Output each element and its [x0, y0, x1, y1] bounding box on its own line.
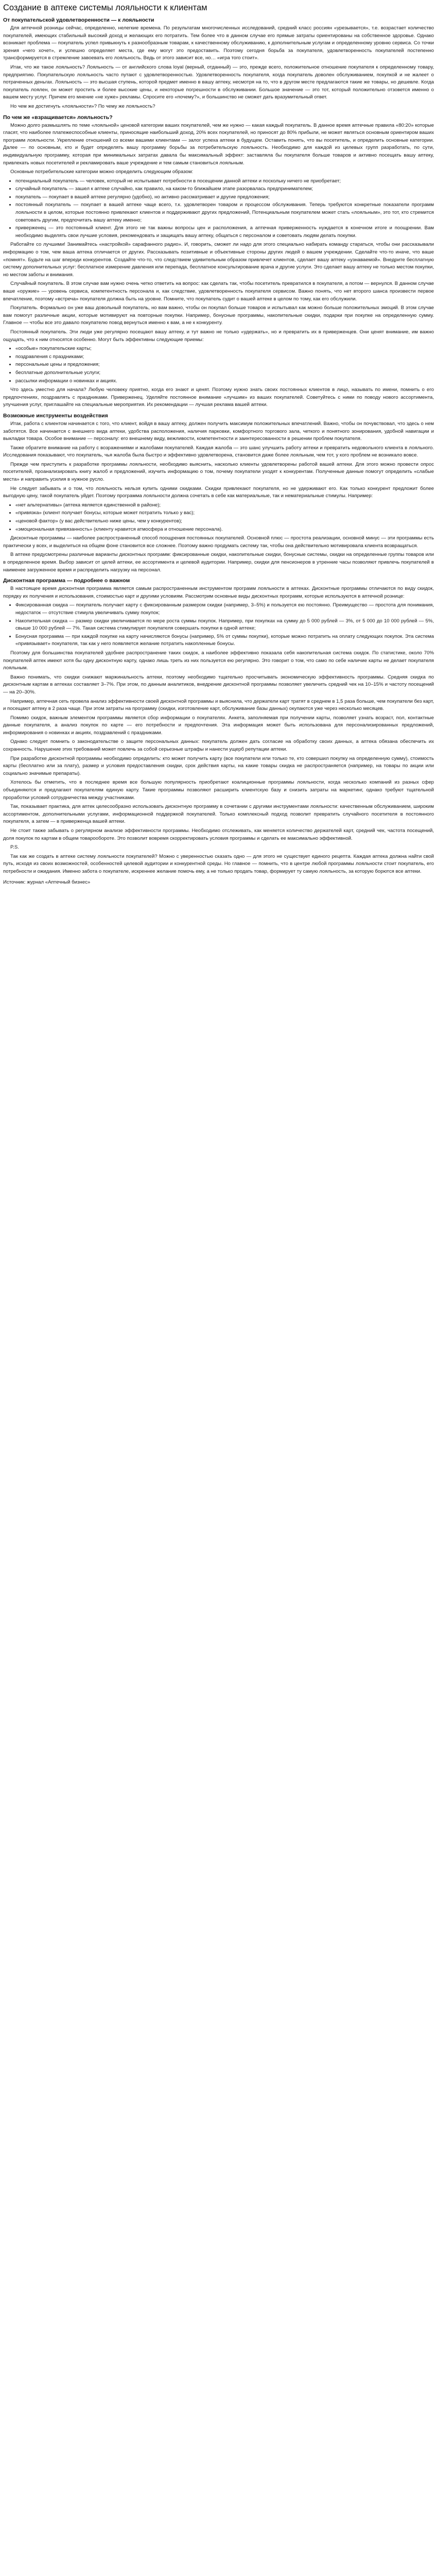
paragraph: Итак, работа с клиентом начинается с того, что клиент, войдя в вашу аптеку, должен получить максимум положительных впечатлений. Важно, чтобы он почувствовал, что здесь о нем заботятся. Все начинается с внешнего вида аптеки, удобства расположения, наличия парковки, комфортного торгового зала, четкого и понятного зонирования, удобной навигации и выкладки товара. Особое внимание — персоналу: его внешнему виду, вежливости, компетентности и заинтересованности в решении проблем покупателя. [3, 420, 434, 442]
list-item: • случайный покупатель — зашел к аптеке случайно, как правило, на каком-то ближайшем этапе разорвалась предпринимателем; [15, 185, 434, 193]
paragraph: Работайте со лучшими! Занимайтесь «настройкой» сарафанного радио». И, говорить, сможет ли надо для этого специально набирать команду стараться, чтобы они рассказывали информацию о том, чем ваша аптека отличается от других. Рассказывать позитивные и объективные стороны других людей о вашем учреждении. Сделайте что-то иначе, что ваше «помнят». Будьте на шаг впереди конкурентов. Создайте что-то, что следствием удивительным образом привлечет клиентов, сделает вашу аптеку «узнаваемой». Внедрите бесплатную систему дополнительных услуг: бесплатное измерение давления или перепада, бесплатное консультирование врача и другие услуги. Это сделает вашу аптеку не только местом покупки, но местом заботы и внимания. [3, 242, 434, 278]
list-item: • приверженец — это постоянный клиент. Для этого не так важны вопросы цен и расположения, а аптечная приверженность нуждается в конечном итоге и поощрении. Вам необходимо выделять свои лучшие условия, рекомендовать и защищать вашу аптеку, общаться с персоналом и советовать людям делать покупки. [15, 225, 434, 240]
paragraph: Например, аптечная сеть провела анализ эффективности своей дисконтной программы и выяснила, что держатели карт тратят в среднем в 1,5 раза больше, чем покупатели без карт, и посещают аптеку в 2 раза чаще. При этом затраты на программу (скидки, изготовление карт, обслуживание базы данных) окупаются уже через несколько месяцев. [3, 698, 434, 712]
section-heading: Дисконтная программа — подробнее о важном [3, 578, 130, 584]
list-item: • персональные цены и предложения; [15, 361, 434, 369]
article-body [3, 16, 434, 876]
paragraph: Однако следует помнить о законодательстве о защите персональных данных: покупатель должен дать согласие на обработку своих данных, а аптека обязана обеспечить их сохранность. Нарушение этих требований может повлечь за собой серьезные штрафы и нанести ущерб репутации аптеки. [3, 739, 434, 753]
paragraph: Основные потребительские категории можно определить следующим образом: [10, 169, 194, 175]
article-source: Источник: журнал «Аптечный бизнес» [3, 879, 91, 885]
article-title: Создание в аптеке системы лояльности к клиентам [3, 3, 207, 12]
list-item: • Накопительная скидка — размер скидки увеличивается по мере роста суммы покупок. Например, при покупках на сумму до 5 000 рублей — 3%, от 5 000 до 10 000 рублей — 5%, свыше 10 000 рублей — 7%. Такая система стимулирует покупателя совершать покупки в одной аптеке; [15, 618, 434, 633]
list-item: • «ценовой фактор» (у вас действительно ниже цены, чем у конкурентов); [15, 518, 434, 526]
bullet-list [3, 345, 434, 385]
paragraph: В аптеке предусмотрены различные варианты дисконтных программ: фиксированные скидки, накопительные скидки, бонусные системы, скидки на определенные группы товаров или в определенное время. Выбор зависит от целей аптеки, ее ассортимента и целевой аудитории. Например, скидки для пенсионеров в утренние часы позволяют привлечь покупателей в наименее загруженное время и распределить нагрузку на персонал. [3, 552, 434, 573]
list-item: • бесплатные дополнительные услуги; [15, 369, 434, 377]
bullet-list [3, 178, 434, 240]
paragraph: Что здесь уместно для начала? Любую человеку приятно, когда его знают и ценят. Поэтому нужно знать своих постоянных клиентов в лицо, называть по имени, помнить о его предпочтениях, поздравлять с праздниками. Приверженец. Уделяйте постоянное внимание «лучшим» из ваших покупателей. Советуйтесь с ними по поводу нового ассортимента, улучшения услуг, приглашайте на специальные мероприятия. Их рекомендации — лучшая реклама вашей аптеки. [3, 387, 434, 408]
bullet-list [3, 602, 434, 648]
paragraph: В настоящее время дисконтная программа является самым распространенным инструментом программ лояльности в аптеках. Дисконтные программы отличаются по виду скидок, порядку их получения и использования, стоимостью карт и другими условиям. Рассмотрим основные виды дисконтных программ, которые используются в аптечной рознице: [3, 586, 434, 599]
paragraph: Но чем же достигнуть «лояльности»? По чему же лояльность? [10, 103, 155, 109]
list-item: • Бонусная программа — при каждой покупке на карту начисляются бонусы (например, 5% от суммы покупки), которые можно потратить на оплату следующих покупок. Эта система «привязывает» покупателя, так как у него появляется желание потратить накопленные бонусы. [15, 633, 434, 648]
paragraph: Случайный покупатель. В этом случае вам нужно очень четко ответить на вопрос: как сделать так, чтобы посетитель превратился в покупателя, а потом — вернулся. В данном случае ваше «оружие» — уровень сервиса, компетентность персонала и, как следствие, удовлетворенность покупателя сервисом. Важно понять, что нет второго шанса произвести первое впечатление, поэтому «встреча» покупателя должна быть на уровне. Помните, что покупатель судит о вашей аптеке в целом по тому, как его обслужили. [3, 281, 434, 302]
paragraph: При разработке дисконтной программы необходимо определить: кто может получить карту (все покупатели или только те, кто совершил покупку на определенную сумму), стоимость карты (бесплатно или за плату), размер и условия предоставления скидки, срок действия карты, на какие товары скидка не распространяется (например, на товары по акции или социально значимые препараты). [3, 755, 434, 776]
paragraph: Хотелось бы отметить, что в последнее время все большую популярность приобретают коалиционные программы лояльности, когда несколько компаний из разных сфер объединяются и предлагают покупателям единую карту. Такие программы позволяют расширить клиентскую базу и снизить затраты на маркетинг, однако требуют тщательной проработки условий сотрудничества между участниками. [3, 779, 434, 801]
list-item: • рассылки информации о новинках и акциях. [15, 378, 434, 385]
list-item: • «нет альтернативы» (аптека является единственной в районе); [15, 502, 434, 510]
section-heading: От покупательской удовлетворенности — к лояльности [3, 17, 154, 23]
list-item: • поздравления с праздниками; [15, 353, 434, 361]
paragraph: Итак, что же такое лояльность? Лояльность — от английского слова loyal (верный, отданный) — это, прежде всего, положительное отношение покупателя к определенному товару, предприятию. Покупательскую лояльность часто путают с удовлетворенностью. Удовлетворенность покупателя, когда покупатель доволен обслуживанием, покупкой и не жалеет о потраченных деньгах. Лояльность — это высшая ступень, которой предмет именно в вашу аптеку, несмотря на то, что в другом месте предлагаются такие же товары, но дешевле. Когда покупатель лоялен, он может простить и более высокие цены, и некоторые погрешности в обслуживании. Большое значение — это тот, который положительно отзовется именно о вашем месту услуг. Причем его мнение «не хуже» рекламы. Спросите его «почему?», и большинство не сможет дать вразумительный ответ. [3, 64, 434, 100]
list-item: • Фиксированная скидка — покупатель получает карту с фиксированным размером скидки (например, 3–5%) и пользуется ею постоянно. Преимущество — простота для понимания, недостаток — отсутствие стимула увеличивать сумму покупок; [15, 602, 434, 617]
paragraph: Можно долго размышлять по теме «лояльной» ценовой категории ваших покупателей, чем же нужно — какая каждый покупатель. В данное время аптечные правила «80:20» которые гласят, что наиболее платежеспособные клиенты, приносящие наибольший доход, 20% всех покупателей, но приносят до 80% прибыли, не может являться основным ориентиром ваших программ лояльности. Укрепление отношений со всеми вашими клиентами — залог успеха аптеки в будущем. Оставить понять, что вы посетитель, и определить основные категории. Далее — по основным, кто и будет определять вашу программу борьбы за потребительскую лояльность. Необходимо для каждой из целевых групп разработать, по сути, индивидуальную программу, которая при минимальных затратах давала бы максимальный эффект: заставляла бы покупателя больше товаров и активно посещать вашу аптеку, привлекать новых посетителей и рекламировать ваше учреждение и тем самым становиться лояльным. [3, 122, 434, 166]
list-item: • покупатель — покупает в вашей аптеке регулярно (удобно), но активно рассматривает и другие предложения; [15, 194, 434, 201]
paragraph: Прежде чем приступить к разработке программы лояльности, необходимо выяснить, насколько клиенты удовлетворены работой вашей аптеки. Для этого можно провести опрос посетителей, проанализировать книгу жалоб и предложений, изучить информацию о том, почему покупатели уходят к конкурентам. Полученные данные помогут определить «слабые места» и направить усилия в нужное русло. [3, 461, 434, 483]
paragraph: P.S. [10, 844, 19, 851]
section-heading: По чем же «взращивается» лояльность? [3, 114, 113, 121]
paragraph: Поэтому для большинства покупателей удобнее распространение таких скидок, а наиболее эффективно показала себя накопительная система скидок. По статистике, около 70% покупателей аптек имеют хотя бы одну дисконтную карту, однако лишь треть из них пользуется ею регулярно. Это говорит о том, что само по себе наличие карты не делает покупателя лояльным. [3, 650, 434, 671]
article [0, 0, 436, 893]
paragraph: Помимо скидок, важным элементом программы является сбор информации о покупателях. Анкета, заполняемая при получении карты, позволяет узнать возраст, пол, контактные данные покупателя, а анализ покупок по карте — его потребности и предпочтения. Эта информация может быть использована для персонализированных предложений, информирования о новинках и акциях, поздравлений с праздниками. [3, 715, 434, 736]
paragraph: Не стоит также забывать о регулярном анализе эффективности программы. Необходимо отслеживать, как меняется количество держателей карт, средний чек, частота посещений, доля покупок по картам в общем товарообороте. Это позволит вовремя скорректировать условия программы и сделать ее максимально эффективной. [3, 828, 434, 841]
paragraph: Дисконтные программы — наиболее распространенный способ поощрения постоянных покупателей. Основной плюс — простота реализации, основной минус — эти программы есть практически у всех, и выделиться на общем фоне становится все сложнее. Поэтому важно продумать систему так, чтобы она действительно мотивировала клиента возвращаться. [3, 535, 434, 549]
paragraph: Для аптечной розницы сейчас, определенно, нелегкие времена. По результатам многочисленных исследований, средний класс россиян «урезывается», т.е. возрастает количество покупателей, имеющих стабильный высокий доход и желающих его потратить. Тем более что в данном случае его прямые затраты ориентированы на собственное здоровье. Однако возникает проблема — покупатель успел привыкнуть к разнообразным товарам, к качественному обслуживанию, к дополнительным услугам и определенному уровню сервиса. Со точки зрения «чего хочет», и успешно определяет места, где ему могут это предоставить. Поэтому сегодня борьба за покупателя, удовлетворенность покупателей постепенно трансформируется в стремление завоевать его лояльность. Ведь от этого зависит все, но… «игра того стоит». [3, 25, 434, 61]
bullet-list [3, 502, 434, 533]
list-item: • «привязка» (клиент получает бонусы, которые может потратить только у вас); [15, 510, 434, 517]
section-heading: Возможные инструменты воздействия [3, 412, 108, 419]
list-item: • «эмоциональная привязанность» (клиенту нравится атмосфера и отношение персонала). [15, 526, 434, 534]
paragraph: Не следует забывать и о том, что лояльность нельзя купить одними скидками. Скидки привлекают покупателя, но не удерживают его. Как только конкурент предложит более выгодную цену, такой покупатель уйдет. Поэтому программа лояльности должна сочетать в себе как материальные, так и нематериальные стимулы. Например: [3, 485, 434, 499]
paragraph: Постоянный покупатель. Эти люди уже регулярно посещают вашу аптеку, и тут важно не только «удержать», но и превратить их в приверженцев. Они ценят внимание, им важно ощущать, что к ним относятся особенно. Могут быть эффективны следующие приемы: [3, 329, 434, 343]
paragraph: Так как же создать в аптеке систему лояльности покупателей? Можно с уверенностью сказать одно — для этого не существует единого рецепта. Каждая аптека должна найти свой путь, исходя из своих возможностей, особенностей целевой аудитории и конкурентной среды. Но главное — помнить, что в центре любой программы лояльности стоит покупатель, его потребности и ожидания. Именно забота о покупателе, искреннее желание помочь ему, а не только продать товар, формирует ту самую лояльность, за которую борются все аптеки. [3, 853, 434, 874]
list-item: • постоянный покупатель — покупает в вашей аптеке чаще всего, т.к. удовлетворен товаром и процессом обслуживания. Теперь требуются конкретные показатели программ лояльности в целом, которые постоянно привлекают клиентов и поддерживают других предложений, Потенциальным покупателем может стать «лояльным», это тот, кто стремится советовать другим, предпочитать вашу аптеку именно; [15, 201, 434, 224]
paragraph: Покупатель. Формально он уже ваш довольный покупатель, но вам важно, чтобы он покупал больше товаров и испытывал как можно больше положительных эмоций. В этом случае вам помогут различные акции, которые мотивируют на повторные покупки. Например, бонусные программы, накопительные скидки, подарки при покупке на определенную сумму. Главное — чтобы все это давало покупателю повод вернуться именно к вам, а не к конкуренту. [3, 305, 434, 326]
paragraph: Также обратите внимание на работу с возражениями и жалобами покупателей. Каждая жалоба — это шанс улучшить работу аптеки и превратить недовольного клиента в лояльного. Исследования показывают, что покупатель, чья жалоба была быстро и эффективно удовлетворена, становится даже более лояльным, чем тот, у кого проблем не возникало вовсе. [3, 445, 434, 459]
list-item: • потенциальный покупатель — человек, который не испытывает потребности в посещении данной аптеки и поскольку ничего не приобретает; [15, 178, 434, 185]
paragraph: Так, показывает практика, для аптек целесообразно использовать дисконтную программу в сочетании с другими инструментами лояльности: качественным обслуживанием, широким ассортиментом, дополнительными услугами, информационной поддержкой покупателей. Только комплексный подход позволит превратить случайного посетителя в постоянного покупателя, а затем — в приверженца вашей аптеки. [3, 804, 434, 825]
paragraph: Важно понимать, что скидки снижают маржинальность аптеки, поэтому необходимо тщательно просчитывать экономическую эффективность программы. Средняя скидка по дисконтным картам в аптеках составляет 3–7%. При этом, по данным аналитиков, внедрение дисконтной программы позволяет увеличить средний чек на 10–15% и частоту посещений — на 20–30%. [3, 674, 434, 695]
list-item: • «особые» покупательские карты; [15, 345, 434, 353]
